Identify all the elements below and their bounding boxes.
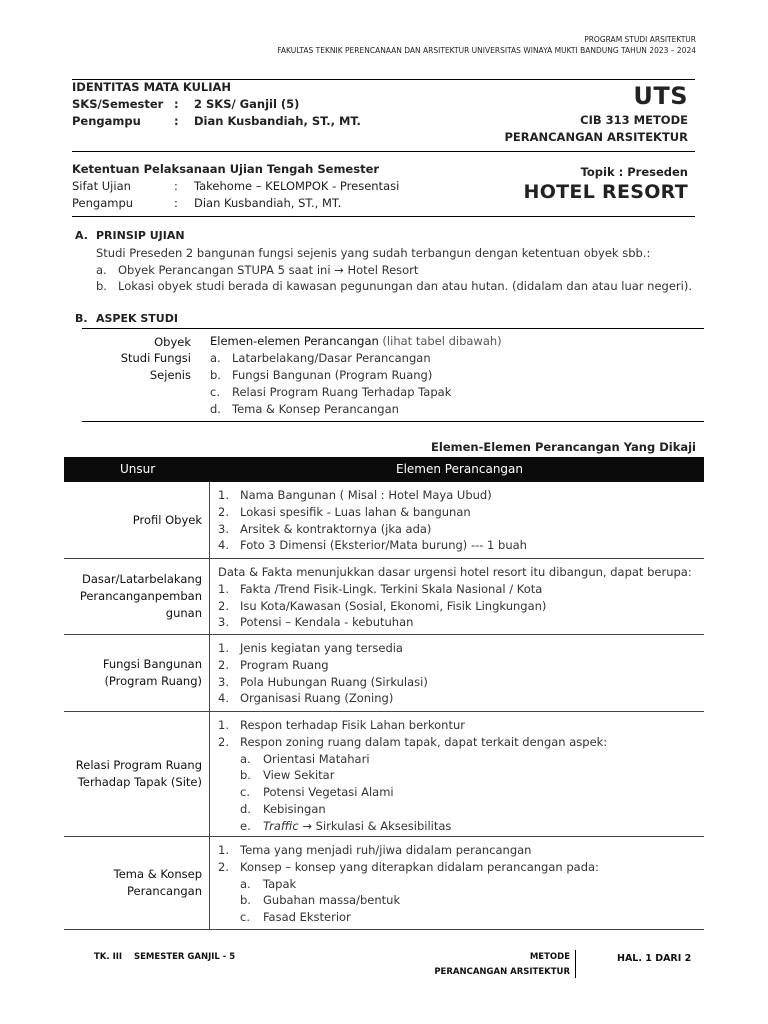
line-text: Potensi – Kendala - kebutuhan bbox=[240, 615, 414, 630]
item-text: Lokasi obyek studi berada di kawasan pegunungan dan atau hutan. (didalam dan atau luar negeri). bbox=[118, 279, 692, 293]
elemen-heading bbox=[210, 334, 502, 348]
footer-metode-1: METODE bbox=[529, 952, 570, 962]
pengampu-value: Dian Kusbandiah, ST., MT. bbox=[194, 114, 361, 128]
section-a-title bbox=[75, 229, 185, 242]
section-a-item bbox=[96, 279, 692, 293]
sifat-label: Sifat Ujian bbox=[72, 179, 131, 193]
row-elemen bbox=[218, 487, 527, 554]
line-num: 4. bbox=[218, 691, 229, 706]
sub-text: Fasad Eksterior bbox=[263, 910, 351, 925]
line-text: Konsep – konsep yang diterapkan didalam perancangan pada: bbox=[240, 859, 599, 874]
row-elemen bbox=[218, 640, 428, 707]
item-letter: b. bbox=[210, 368, 221, 382]
sub-num: d. bbox=[240, 801, 251, 816]
line-num: 3. bbox=[218, 521, 229, 536]
line-num: 2. bbox=[218, 734, 229, 749]
table-row bbox=[64, 635, 704, 712]
line-num: 1. bbox=[218, 718, 229, 732]
section-b-label: ASPEK STUDI bbox=[96, 312, 178, 325]
table-row bbox=[64, 482, 704, 559]
sub-num: e. bbox=[240, 818, 251, 833]
pengampu-label: Pengampu bbox=[72, 114, 141, 128]
item-text: Tema & Konsep Perancangan bbox=[232, 402, 399, 416]
row-unsur: Fungsi Bangunan (Program Ruang) bbox=[64, 635, 210, 711]
footer-semester: SEMESTER GANJIL - 5 bbox=[134, 952, 236, 962]
sub-text: Gubahan massa/bentuk bbox=[263, 893, 401, 908]
divider bbox=[72, 151, 695, 152]
line-text: Jenis kegiatan yang tersedia bbox=[240, 641, 403, 655]
obyek-label-1: Obyek bbox=[154, 335, 191, 349]
line-text: Pola Hubungan Ruang (Sirkulasi) bbox=[240, 674, 428, 689]
footer-tk: TK. III bbox=[94, 952, 123, 962]
traffic-word: Traffic bbox=[263, 818, 299, 833]
item-letter: a. bbox=[210, 351, 221, 365]
row-elemen bbox=[218, 842, 599, 926]
line-text: Program Ruang bbox=[240, 657, 329, 672]
section-a-label: PRINSIP UJIAN bbox=[96, 229, 185, 242]
line-num: 3. bbox=[218, 674, 229, 689]
sifat-row bbox=[72, 179, 399, 193]
program-studi-label: PROGRAM STUDI ARSITEKTUR bbox=[584, 35, 696, 44]
line-num: 3. bbox=[218, 615, 229, 630]
sks-value: 2 SKS/ Ganjil (5) bbox=[194, 97, 300, 111]
divider bbox=[82, 421, 704, 422]
table-row bbox=[64, 559, 704, 635]
line-num: 2. bbox=[218, 598, 229, 613]
section-a-intro: Studi Preseden 2 bangunan fungsi sejenis yang sudah terbangun dengan ketentuan obyek sbb.: bbox=[96, 246, 651, 260]
sub-num: b. bbox=[240, 893, 251, 908]
section-b-num: B. bbox=[75, 312, 88, 325]
divider bbox=[72, 216, 695, 217]
elemen-item bbox=[210, 402, 399, 416]
footer-metode-2: PERANCANGAN ARSITEKTUR bbox=[434, 967, 570, 977]
line-num: 1. bbox=[218, 488, 229, 502]
footer-page: HAL. 1 DARI 2 bbox=[617, 953, 692, 964]
sub-text: Orientasi Matahari bbox=[263, 751, 370, 766]
section-b-title bbox=[75, 312, 178, 325]
line-text: Respon terhadap Fisik Lahan berkontur bbox=[240, 718, 465, 732]
sub-num: c. bbox=[240, 785, 250, 800]
pengampu-colon: : bbox=[174, 114, 179, 128]
obyek-label-2: Studi Fungsi bbox=[120, 351, 191, 365]
table-row bbox=[64, 712, 704, 837]
line-text: Arsitek & kontraktornya (jka ada) bbox=[240, 521, 432, 536]
obyek-label-3: Sejenis bbox=[149, 368, 191, 382]
sifat-value: Takehome – KELOMPOK - Presentasi bbox=[194, 179, 400, 193]
course-name: PERANCANGAN ARSITEKTUR bbox=[504, 130, 688, 144]
col-unsur: Unsur bbox=[120, 462, 156, 476]
row-unsur: Dasar/Latarbelakang Perancanganpemban gunan bbox=[64, 559, 210, 634]
faculty-label: FAKULTAS TEKNIK PERENCANAAN DAN ARSITEKTUR UNIVERSITAS WINAYA MUKTI BANDUNG TAHUN 2023 – 2024 bbox=[277, 46, 696, 55]
elemen-item bbox=[210, 368, 432, 382]
pengampu2-row bbox=[72, 196, 341, 210]
pengampu2-colon: : bbox=[174, 196, 178, 210]
line-num: 4. bbox=[218, 538, 229, 553]
item-letter: b. bbox=[96, 279, 107, 293]
table-row bbox=[64, 837, 704, 930]
sub-num: c. bbox=[240, 910, 250, 925]
table-header bbox=[64, 457, 704, 482]
row-unsur: Relasi Program Ruang Terhadap Tapak (Site) bbox=[64, 712, 210, 836]
row-intro: Data & Fakta menunjukkan dasar urgensi hotel resort itu dibangun, dapat berupa: bbox=[218, 565, 692, 579]
topik-label: Topik : Preseden bbox=[580, 165, 688, 179]
ketentuan-title: Ketentuan Pelaksanaan Ujian Tengah Semester bbox=[72, 162, 380, 176]
elemen-heading-note: (lihat tabel dibawah) bbox=[378, 334, 502, 348]
topik-title: HOTEL RESORT bbox=[523, 181, 688, 203]
item-letter: a. bbox=[96, 263, 107, 277]
item-text: Relasi Program Ruang Terhadap Tapak bbox=[232, 385, 452, 399]
identitas-title: IDENTITAS MATA KULIAH bbox=[72, 80, 232, 94]
item-text: Latarbelakang/Dasar Perancangan bbox=[232, 351, 431, 365]
item-text: Obyek Perancangan STUPA 5 saat ini → Hotel Resort bbox=[118, 263, 419, 277]
sub-num: a. bbox=[240, 876, 251, 891]
pengampu2-label: Pengampu bbox=[72, 196, 134, 210]
sub-num: a. bbox=[240, 751, 251, 766]
line-text: Fakta /Trend Fisik-Lingk. Terkini Skala Nasional / Kota bbox=[240, 581, 543, 596]
sks-label: SKS/Semester bbox=[72, 97, 164, 111]
elemen-item bbox=[210, 385, 451, 399]
pengampu-row bbox=[72, 114, 361, 128]
sub-text: Potensi Vegetasi Alami bbox=[263, 785, 394, 800]
line-num: 2. bbox=[218, 859, 229, 874]
item-letter: c. bbox=[210, 385, 220, 399]
row-elemen bbox=[218, 564, 692, 631]
line-text: Respon zoning ruang dalam tapak, dapat terkait dengan aspek: bbox=[240, 734, 608, 749]
line-text: Organisasi Ruang (Zoning) bbox=[240, 691, 394, 706]
line-text: Lokasi spesifik - Luas lahan & bangunan bbox=[240, 504, 471, 519]
sks-row bbox=[72, 97, 299, 111]
sub-text: Kebisingan bbox=[263, 801, 326, 816]
course-code: CIB 313 METODE bbox=[580, 113, 688, 127]
line-num: 2. bbox=[218, 657, 229, 672]
elemen-item bbox=[210, 351, 431, 365]
row-unsur: Profil Obyek bbox=[64, 482, 210, 558]
line-text: Foto 3 Dimensi (Eksterior/Mata burung) --- 1 buah bbox=[240, 538, 527, 553]
line-num: 1. bbox=[218, 581, 229, 596]
row-elemen bbox=[218, 717, 607, 835]
sub-num: b. bbox=[240, 768, 251, 783]
footer-divider bbox=[575, 950, 576, 978]
line-text: Isu Kota/Kawasan (Sosial, Ekonomi, Fisik Lingkungan) bbox=[240, 598, 547, 613]
row-unsur: Tema & Konsep Perancangan bbox=[64, 837, 210, 929]
table-caption: Elemen-Elemen Perancangan Yang Dikaji bbox=[431, 440, 696, 454]
divider bbox=[82, 328, 704, 329]
sub-text: View Sekitar bbox=[263, 768, 335, 783]
sub-text: Traffic → Sirkulasi & Aksesibilitas bbox=[263, 818, 452, 833]
section-a-item bbox=[96, 263, 418, 277]
sks-colon: : bbox=[174, 97, 179, 111]
section-a-num: A. bbox=[75, 229, 88, 242]
line-num: 1. bbox=[218, 843, 229, 857]
sub-text: Tapak bbox=[263, 876, 297, 891]
exam-title: UTS bbox=[633, 82, 688, 110]
elemen-heading-text: Elemen-elemen Perancangan bbox=[210, 334, 379, 348]
item-letter: d. bbox=[210, 402, 221, 416]
sifat-colon: : bbox=[174, 179, 178, 193]
line-text: Tema yang menjadi ruh/jiwa didalam perancangan bbox=[240, 843, 532, 857]
item-text: Fungsi Bangunan (Program Ruang) bbox=[232, 368, 433, 382]
line-num: 2. bbox=[218, 504, 229, 519]
col-elemen: Elemen Perancangan bbox=[396, 462, 524, 476]
pengampu2-value: Dian Kusbandiah, ST., MT. bbox=[194, 196, 342, 210]
line-text: Nama Bangunan ( Misal : Hotel Maya Ubud) bbox=[240, 488, 492, 502]
line-num: 1. bbox=[218, 641, 229, 655]
